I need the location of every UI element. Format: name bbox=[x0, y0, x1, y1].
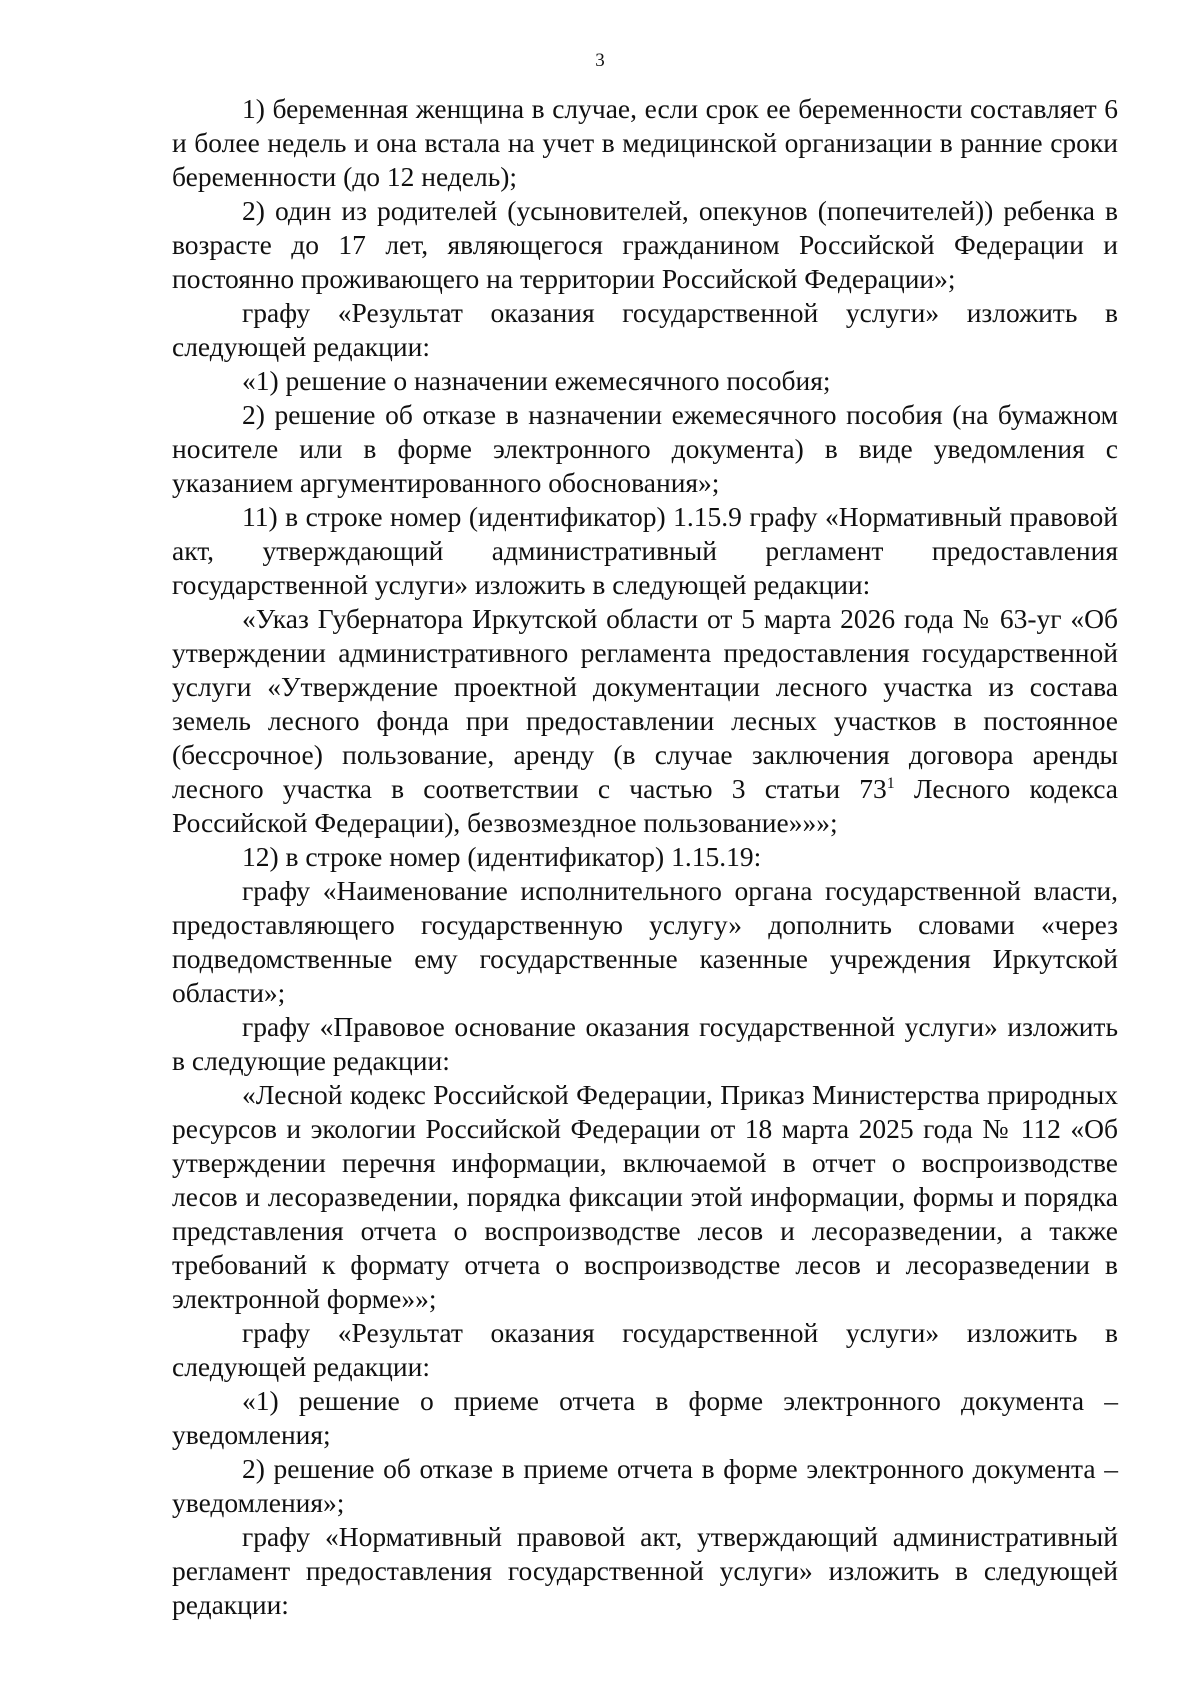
paragraph-governor-decree bbox=[172, 602, 1118, 840]
paragraph-legal-basis: графу «Правовое основание оказания государственной услуги» изложить в следующие редакции: bbox=[172, 1011, 1118, 1076]
paragraph-decision-accept-report: «1) решение о приеме отчета в форме электронного документа – уведомления; bbox=[172, 1385, 1118, 1450]
document-body bbox=[172, 92, 1118, 1622]
paragraph-forest-code: «Лесной кодекс Российской Федерации, Приказ Министерства природных ресурсов и экологии Российской Федерации от 18 марта 2025 года № 112 «Об утверждении перечня информации, включаемой в отчет о воспроизводстве лесов и лесоразведении, порядка фиксации этой информации, формы и порядка представления отчета о воспроизводстве лесов и лесоразведении, а также требований к формату отчета о воспроизводстве лесов и лесоразведении в электронной форме»»; bbox=[172, 1079, 1118, 1314]
paragraph-item-12: 12) в строке номер (идентификатор) 1.15.19: bbox=[242, 841, 762, 872]
paragraph-decision-refuse: 2) решение об отказе в назначении ежемесячного пособия (на бумажном носителе или в форме электронного документа) в виде уведомления с указанием аргументированного обоснования»; bbox=[172, 399, 1118, 498]
decree-text-after: Лесного кодекса Российской Федерации), безвозмездное пользование»»»; bbox=[172, 773, 1118, 838]
paragraph-decision-refuse-report: 2) решение об отказе в приеме отчета в форме электронного документа – уведомления»; bbox=[172, 1453, 1118, 1518]
paragraph-authority-name: графу «Наименование исполнительного органа государственной власти, предоставляющего государственную услугу» дополнить словами «через подведомственные ему государственные казенные учреждения Иркутской области»; bbox=[172, 875, 1118, 1008]
paragraph-parent: 2) один из родителей (усыновителей, опекунов (попечителей)) ребенка в возрасте до 17 лет, являющегося гражданином Российской Федерации и постоянно проживающего на территории Российской Федерации»; bbox=[172, 195, 1118, 294]
paragraph-item-11: 11) в строке номер (идентификатор) 1.15.9 графу «Нормативный правовой акт, утверждающий административный регламент предоставления государственной услуги» изложить в следующей редакции: bbox=[172, 501, 1118, 600]
paragraph-decision-grant: «1) решение о назначении ежемесячного пособия; bbox=[242, 365, 831, 396]
page-number: 3 bbox=[595, 50, 605, 71]
paragraph-result-column: графу «Результат оказания государственной услуги» изложить в следующей редакции: bbox=[172, 297, 1118, 362]
decree-text-before: «Указ Губернатора Иркутской области от 5 марта 2026 года № 63-уг «Об утверждении административного регламента предоставления государственной услуги «Утверждение проектной документации лесного участка из состава земель лесного фонда при предоставлении лесных участков в постоянное (бессрочное) пользование, аренду (в случае заключения договора аренды лесного участка в соответствии с частью 3 статьи 73 bbox=[172, 603, 1118, 804]
paragraph-pregnant-woman: 1) беременная женщина в случае, если срок ее беременности составляет 6 и более недель и она встала на учет в медицинской организации в ранние сроки беременности (до 12 недель); bbox=[172, 93, 1118, 192]
paragraph-regulation-act: графу «Нормативный правовой акт, утверждающий административный регламент предоставления государственной услуги» изложить в следующей редакции: bbox=[172, 1521, 1118, 1620]
paragraph-result-column-2: графу «Результат оказания государственной услуги» изложить в следующей редакции: bbox=[172, 1317, 1118, 1382]
decree-superscript: 1 bbox=[886, 774, 895, 792]
